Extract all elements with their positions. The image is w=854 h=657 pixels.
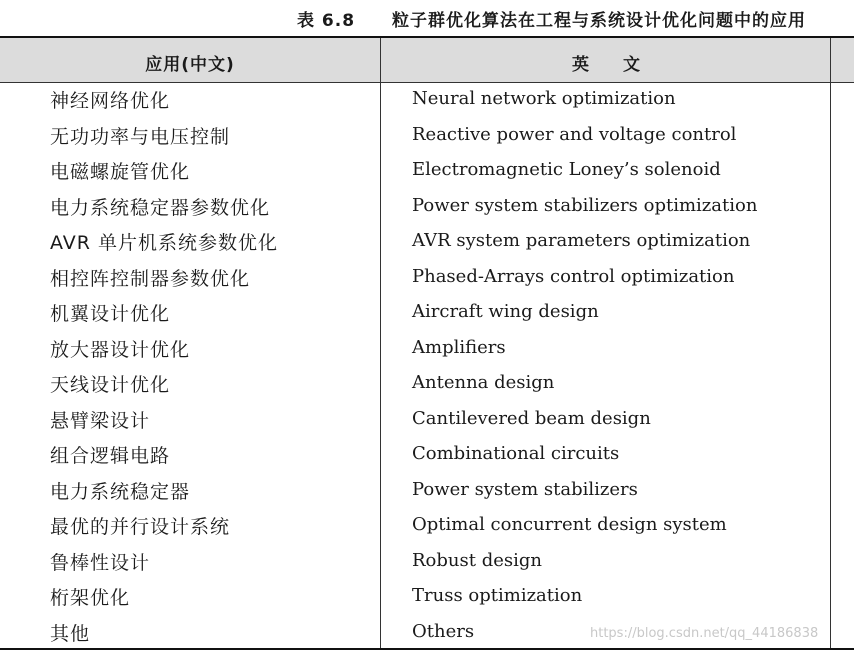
table-header bbox=[0, 38, 854, 83]
cell-english: Neural network optimization bbox=[412, 88, 676, 109]
table-row bbox=[0, 261, 854, 297]
cell-english: Power system stabilizers bbox=[412, 478, 638, 500]
cell-chinese: 电力系统稳定器 bbox=[50, 480, 191, 503]
cell-english: Amplifiers bbox=[412, 336, 506, 358]
table-title: 粒子群优化算法在工程与系统设计优化问题中的应用 bbox=[392, 11, 806, 31]
table-row bbox=[0, 83, 854, 119]
table-row bbox=[0, 367, 854, 403]
bottom-rule bbox=[0, 648, 854, 650]
table-caption bbox=[0, 0, 854, 36]
cell-chinese: 天线设计优化 bbox=[50, 374, 171, 396]
table-row bbox=[0, 438, 854, 474]
table-row bbox=[0, 474, 854, 510]
cell-english: AVR system parameters optimization bbox=[412, 230, 751, 251]
cell-chinese: 其他 bbox=[50, 622, 91, 645]
cell-chinese: 相控阵控制器参数优化 bbox=[50, 267, 251, 290]
cell-english: Others bbox=[412, 620, 475, 642]
cell-chinese: 放大器设计优化 bbox=[50, 338, 191, 361]
cell-english: Electromagnetic Loney’s solenoid bbox=[412, 159, 721, 180]
table-number: 表 6.8 bbox=[297, 11, 356, 31]
table-row bbox=[0, 296, 854, 332]
cell-chinese: 桁架优化 bbox=[50, 587, 131, 609]
cell-chinese: 神经网络优化 bbox=[50, 90, 171, 112]
cell-chinese: 组合逻辑电路 bbox=[50, 445, 171, 467]
table-row bbox=[0, 154, 854, 190]
cell-english: Phased-Arrays control optimization bbox=[412, 265, 735, 287]
cell-chinese: 无功功率与电压控制 bbox=[50, 125, 231, 148]
cell-english: Reactive power and voltage control bbox=[412, 123, 737, 145]
table-row bbox=[0, 119, 854, 155]
table-row bbox=[0, 403, 854, 439]
cell-chinese: 悬臂梁设计 bbox=[50, 409, 151, 432]
cell-english: Antenna design bbox=[412, 372, 555, 393]
table-row bbox=[0, 225, 854, 261]
cell-english: Optimal concurrent design system bbox=[412, 514, 727, 535]
cell-english: Cantilevered beam design bbox=[412, 407, 651, 429]
applications-table bbox=[0, 36, 854, 650]
table-row bbox=[0, 190, 854, 226]
table-body bbox=[0, 83, 854, 651]
cell-english: Truss optimization bbox=[412, 585, 583, 606]
cell-chinese: 机翼设计优化 bbox=[50, 303, 171, 325]
cell-chinese: 最优的并行设计系统 bbox=[50, 516, 231, 538]
cell-english: Power system stabilizers optimization bbox=[412, 194, 758, 216]
table-row bbox=[0, 580, 854, 616]
header-chinese: 应用(中文) bbox=[145, 55, 235, 75]
cell-chinese: 电磁螺旋管优化 bbox=[50, 161, 191, 183]
cell-chinese: 鲁棒性设计 bbox=[50, 551, 151, 574]
header-english: 英 文 bbox=[572, 55, 640, 75]
table-row bbox=[0, 509, 854, 545]
cell-english: Robust design bbox=[412, 549, 542, 571]
cell-chinese: AVR 单片机系统参数优化 bbox=[50, 232, 279, 254]
watermark-text: https://blog.csdn.net/qq_44186838 bbox=[590, 626, 819, 641]
cell-english: Aircraft wing design bbox=[412, 301, 599, 322]
cell-chinese: 电力系统稳定器参数优化 bbox=[50, 196, 271, 219]
table-row bbox=[0, 545, 854, 581]
table-row bbox=[0, 332, 854, 368]
cell-english: Combinational circuits bbox=[412, 443, 620, 464]
